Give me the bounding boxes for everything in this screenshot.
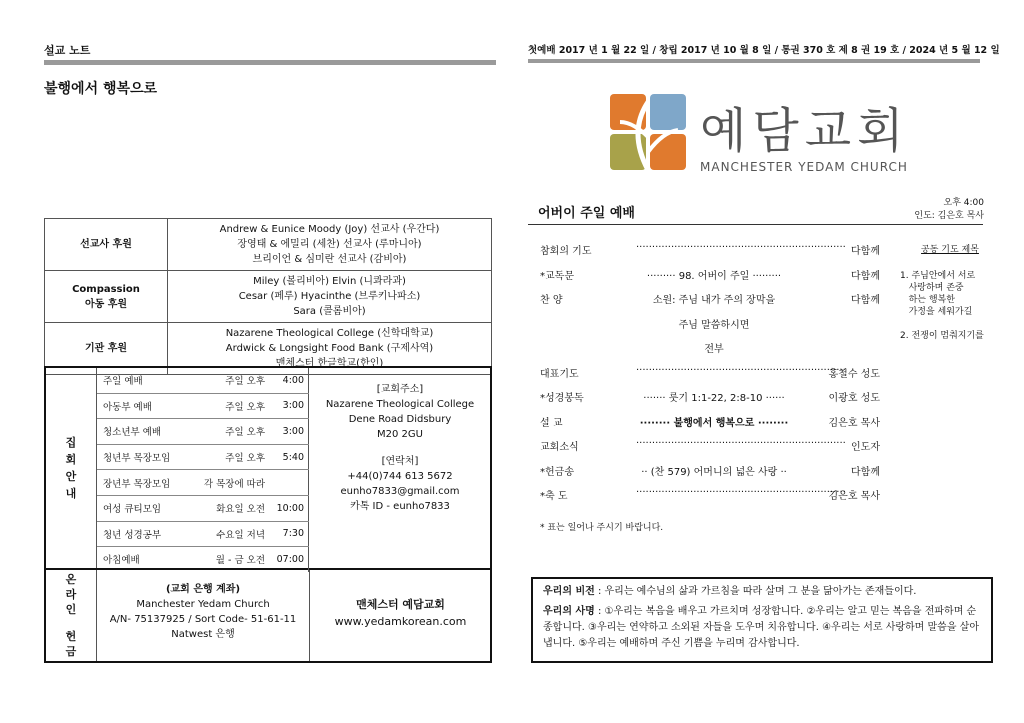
divider (528, 224, 983, 225)
church-info (310, 368, 490, 568)
order-row (540, 438, 890, 463)
order-item: 찬 양 (540, 295, 563, 306)
vision (543, 584, 981, 600)
order-leader: 다함께 (851, 246, 880, 257)
order-content: ·································································· (636, 242, 846, 253)
mission (543, 604, 981, 652)
prayer-heading: 공동 기도 제목 (921, 245, 979, 255)
label-char: 집 (65, 436, 77, 449)
schedule-time (269, 470, 309, 496)
schedule-row (97, 368, 309, 393)
support-row (45, 219, 492, 271)
support-line: Ardwick & Longsight Food Bank (구제사역) (225, 343, 434, 354)
support-names (168, 219, 492, 271)
schedule-name: 아침예배 (103, 555, 140, 567)
online-offering-label (46, 570, 97, 661)
prayer-item: 1. 주님안에서 서로 사랑하며 존중 하는 행복한 가정을 세워가길 (900, 271, 976, 317)
schedule-day: 주일 오후 (199, 444, 269, 470)
church-name: 맨체스터 예담교회 (356, 598, 445, 611)
order-row (540, 389, 890, 414)
time: 오후 4:00 (943, 198, 984, 208)
service-time (880, 197, 984, 223)
address-line: M20 2GU (377, 429, 423, 440)
sermon-note-title: 불행에서 행복으로 (44, 81, 158, 97)
order-row (540, 242, 890, 267)
schedule-row (97, 470, 309, 496)
order-leader: 홍철수 성도 (828, 368, 880, 380)
order-item: 참회의 기도 (540, 246, 592, 257)
support-line: Sara (콜롬비아) (293, 306, 366, 317)
order-row (540, 487, 890, 512)
address-line: Dene Road Didsbury (348, 414, 452, 425)
order-content: ·································································· (636, 364, 846, 376)
gathering-label (46, 368, 97, 568)
schedule-time: 7:30 (269, 521, 309, 547)
logo-english: MANCHESTER YEDAM CHURCH (700, 160, 908, 174)
label-char: 인 (65, 603, 77, 616)
schedule-day: 수요일 저녁 (199, 521, 269, 547)
email: eunho7833@gmail.com (340, 486, 460, 497)
schedule-name: 청년 성경공부 (97, 521, 199, 547)
vision-label: 우리의 비전 (543, 586, 595, 597)
schedule-time: 4:00 (269, 368, 309, 393)
label-char: 헌 (65, 630, 77, 643)
label-char: 금 (65, 645, 77, 658)
schedule-name: 주일 예배 (97, 368, 199, 393)
schedule-time: 5:40 (269, 444, 309, 470)
account-number: A/N- 75137925 / Sort Code- 51-61-11 (109, 614, 297, 625)
support-line: Nazarene Theological College (신학대학교) (225, 328, 434, 339)
order-item: 교회소식 (540, 442, 579, 453)
prayer-item: 2. 전쟁이 멈춰지기를 (900, 331, 984, 341)
schedule-row (97, 547, 309, 572)
bank-info (97, 570, 310, 661)
schedule-day: 주일 오후 (199, 368, 269, 393)
schedule-row (97, 419, 309, 445)
schedule-row (97, 393, 309, 419)
order-item: 대표기도 (540, 368, 579, 380)
support-line: 맨체스터 한글학교(한인) (275, 358, 384, 369)
bank-title: (교회 은행 계좌) (165, 584, 241, 595)
schedule-name: 여성 큐티모임 (97, 495, 199, 521)
order-item: *성경봉독 (540, 393, 584, 404)
church-url[interactable]: www.yedamkorean.com (334, 615, 467, 628)
order-note: * 표는 일어나 주시기 바랍니다. (540, 523, 664, 533)
leader: 인도: 김은호 목사 (914, 211, 984, 221)
label-char: 안 (65, 470, 77, 483)
order-row (540, 267, 890, 292)
header-bar (44, 60, 496, 65)
support-line: 브리이언 & 심미란 선교사 (감비아) (252, 254, 407, 265)
bulletin-info: 첫예배 2017 년 1 월 22 일 / 창립 2017 년 10 월 8 일 / 통권 370 호 제 8 권 19 호 / 2024 년 5 월 12 일 (528, 45, 1000, 56)
church-contact (311, 570, 490, 661)
order-row (540, 414, 890, 439)
order-item: *교독문 (540, 270, 574, 282)
support-category: Compassion 아동 후원 (45, 271, 168, 323)
schedule-row (97, 521, 309, 547)
contact-label: [연락처] (381, 456, 419, 467)
schedule-name: 청년부 목장모임 (97, 444, 199, 470)
order-row (540, 365, 890, 390)
order-leader: 김은호 목사 (828, 417, 880, 429)
kakao-id: 카톡 ID - eunho7833 (350, 501, 450, 512)
schedule-day: 주일 오후 (199, 419, 269, 445)
order-content: 주님 말씀하시면 (678, 319, 750, 331)
support-table (44, 218, 492, 375)
schedule-name: 청소년부 예배 (97, 419, 199, 445)
address-line: Nazarene Theological College (325, 399, 475, 410)
support-category: 선교사 후원 (45, 219, 168, 271)
order-row (540, 340, 890, 365)
account-name: Manchester Yedam Church (136, 599, 270, 610)
order-item: *헌금송 (540, 466, 574, 478)
support-row (45, 271, 492, 323)
support-line: Andrew & Eunice Moody (Joy) 선교사 (우간다) (219, 224, 440, 235)
header-label: 설교 노트 (44, 44, 91, 57)
support-category: 기관 후원 (45, 323, 168, 375)
order-item: 설 교 (540, 417, 563, 429)
support-line: Miley (볼리비아) Elvin (니콰라과) (253, 276, 406, 287)
schedule-time: 3:00 (269, 419, 309, 445)
schedule-day: 월 - 금 오전 (215, 555, 265, 567)
right-header (528, 42, 1000, 63)
vision-text: : 우리는 예수님의 삶과 가르침을 따라 살며 그 분을 닮아가는 존재들이다. (594, 586, 917, 597)
schedule-name: 아동부 예배 (97, 393, 199, 419)
header-bar (528, 59, 980, 63)
schedule-time: 10:00 (269, 495, 309, 521)
vision-mission-box (531, 577, 993, 663)
order-row (540, 316, 890, 341)
schedule-name: 장년부 목장모임 (97, 470, 199, 496)
order-content: 소원: 주님 내가 주의 장막을 (652, 295, 776, 306)
order-content: ········· 98. 어버이 주일 ········· (646, 270, 782, 282)
order-content: 전부 (704, 344, 724, 355)
phone: +44(0)744 613 5672 (347, 471, 453, 482)
order-leader: 다함께 (851, 295, 880, 306)
gathering-box (44, 366, 492, 570)
service-title: 어버이 주일 예배 (538, 206, 635, 221)
schedule-table (97, 368, 309, 572)
left-header (44, 42, 496, 65)
mission-label: 우리의 사명 (543, 606, 595, 617)
order-leader: 다함께 (851, 466, 880, 478)
logo-korean: 예담교회 (700, 103, 910, 159)
order-leader: 인도자 (851, 442, 880, 453)
schedule-row (97, 495, 309, 521)
prayer-requests (900, 244, 1000, 354)
order-content: ········ 불행에서 행복으로 ········ (639, 417, 789, 429)
order-content: ·· (찬 579) 어머니의 넓은 사랑 ·· (641, 466, 787, 478)
support-names (168, 271, 492, 323)
order-leader: 다함께 (851, 270, 880, 282)
order-content: ·································································· (636, 438, 846, 449)
order-of-worship (540, 242, 890, 512)
order-row (540, 291, 890, 316)
label-char: 라 (65, 588, 77, 601)
order-item: *축 도 (540, 491, 568, 502)
schedule-day: 화요일 오전 (199, 495, 269, 521)
order-leader: 김은호 목사 (828, 491, 880, 502)
schedule-day: 각 목장에 따라 (199, 470, 269, 496)
schedule-day: 주일 오후 (199, 393, 269, 419)
support-line: 장영태 & 에밀리 (세찬) 선교사 (루마니아) (237, 239, 422, 250)
label-char: 회 (65, 453, 77, 466)
order-content: ······· 룻기 1:1-22, 2:8-10 ······ (643, 393, 785, 404)
mission-text: : ①우리는 복음을 배우고 가르치며 성장합니다. ②우리는 알고 믿는 복음을 전파하며 순종합니다. ③우리는 연약하고 소외된 자들을 도우며 치유합니다. ④우리는 서로 사랑하며 말씀을 살아냅니다. ⑤우리는 예배하며 주신 기쁨을 누리며 감사합니다. (543, 606, 979, 649)
label-char: 온 (65, 573, 77, 586)
schedule-row (97, 444, 309, 470)
address-label: [교회주소] (376, 384, 424, 395)
order-content: ·································································· (636, 487, 846, 498)
schedule-time: 3:00 (269, 393, 309, 419)
label-char: 내 (65, 487, 77, 500)
online-offering-box (44, 570, 492, 663)
order-row (540, 463, 890, 488)
bank-name: Natwest 은행 (171, 629, 235, 640)
support-line: Cesar (페루) Hyacinthe (브루키나파소) (238, 291, 421, 302)
schedule-time: 07:00 (269, 547, 309, 572)
order-leader: 이광호 성도 (828, 393, 880, 404)
